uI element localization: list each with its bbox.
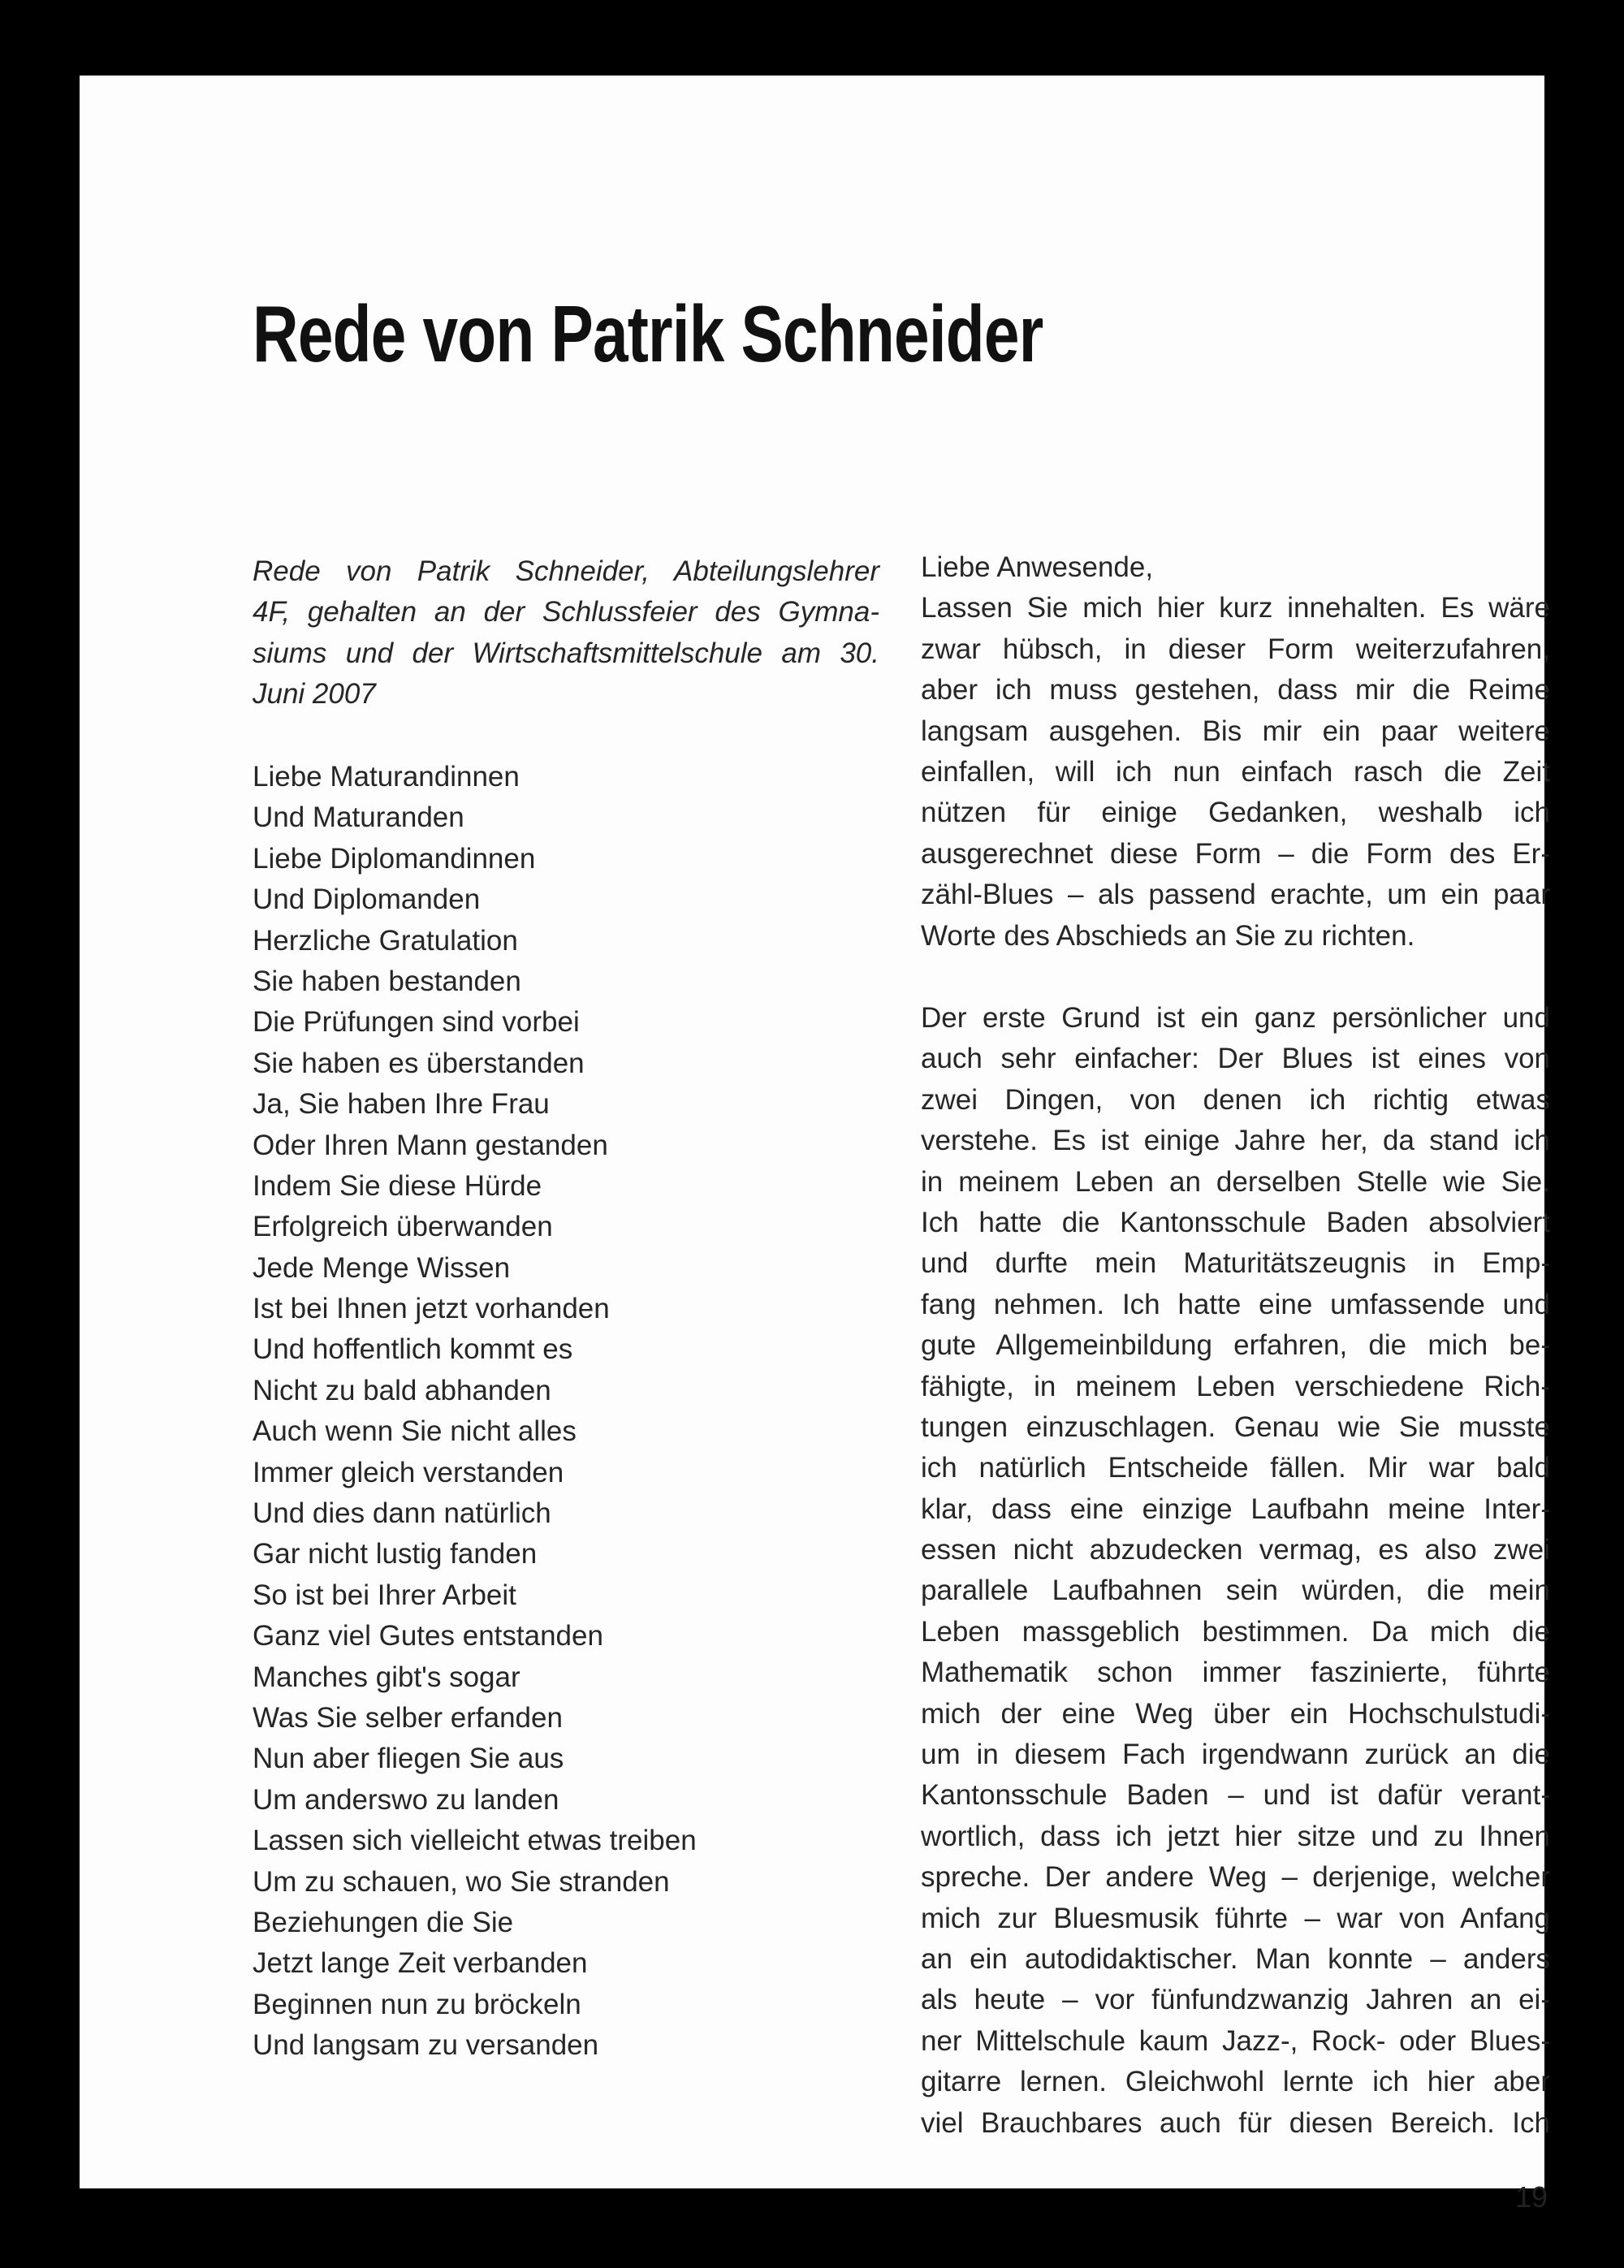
text-line: Um anderswo zu landen [253,1783,559,1816]
text-line: fähigte, in meinem Leben verschiedene Rich- [921,1370,1550,1402]
document-page [80,76,1550,2214]
text-line: mich zur Bluesmusik führte – war von Anfang [921,1902,1550,1934]
text-line: So ist bei Ihrer Arbeit [253,1579,516,1611]
text-line: Der erste Grund ist ein ganz persönlicher und [921,1002,1550,1034]
text-line: 4F, gehalten an der Schlussfeier des Gymna- [253,596,879,629]
text-line: Ist bei Ihnen jetzt vorhanden [253,1293,610,1325]
text-line: Manches gibt's sogar [253,1661,520,1693]
text-line: ich natürlich Entscheide fällen. Mir war bald [921,1452,1550,1484]
text-line: siums und der Wirtschaftsmittelschule am 30. [253,637,879,669]
text-line: Rede von Patrik Schneider, Abteilungslehrer [253,555,879,587]
text-line: Und dies dann natürlich [253,1497,551,1530]
text-line: als heute – vor fünfundzwanzig Jahren an ei- [921,1984,1550,2016]
text-line: Die Prüfungen sind vorbei [253,1006,580,1039]
text-line: fang nehmen. Ich hatte eine umfassende und [921,1288,1550,1320]
text-line: Jetzt lange Zeit verbanden [253,1947,588,1980]
page-number: 19 [1515,2180,1548,2214]
text-line: Und hoffentlich kommt es [253,1333,573,1366]
text-line: Liebe Diplomandinnen [253,842,536,875]
text-line: Sie haben es überstanden [253,1047,585,1079]
text-line: Beziehungen die Sie [253,1906,514,1938]
text-line: Ja, Sie haben Ihre Frau [253,1088,550,1121]
text-line: ausgerechnet diese Form – die Form des Er- [921,837,1550,870]
text-line: klar, dass eine einzige Laufbahn meine Inter- [921,1493,1550,1525]
text-line: Herzliche Gratulation [253,924,518,957]
text-line: essen nicht abzudecken vermag, es also zwei [921,1534,1550,1566]
text-line: Gar nicht lustig fanden [253,1538,538,1570]
text-line: tungen einzuschlagen. Genau wie Sie musste [921,1410,1550,1443]
speech-paragraph-2 [921,998,1550,2144]
speech-paragraph-1 [921,547,1550,957]
text-line: Immer gleich verstanden [253,1456,564,1488]
page-title: Rede von Patrik Schneider [253,289,1043,378]
text-line: gitarre lernen. Gleichwohl lernte ich hier aber [921,2066,1550,2098]
text-line: Kantonsschule Baden – und ist dafür verant- [921,1779,1550,1812]
text-line: Jede Menge Wissen [253,1251,511,1284]
poem [253,757,879,2067]
text-line: Leben massgeblich bestimmen. Da mich die [921,1615,1550,1648]
text-line: Beginnen nun zu bröckeln [253,1988,581,2020]
text-line: einfallen, will ich nun einfach rasch die Zeit [921,755,1550,788]
text-line: Juni 2007 [253,678,376,711]
text-line: Nicht zu bald abhanden [253,1374,551,1406]
text-line: Auch wenn Sie nicht alles [253,1415,577,1448]
text-line: langsam ausgehen. Bis mir ein paar weitere [921,715,1550,747]
text-line: Ganz viel Gutes entstanden [253,1620,603,1652]
text-line: zähl-Blues – als passend erachte, um ein paar [921,879,1550,911]
text-line: aber ich muss gestehen, dass mir die Reime [921,674,1550,706]
text-line: auch sehr einfacher: Der Blues ist eines von [921,1043,1550,1075]
text-line: Lassen Sie mich hier kurz innehalten. Es wäre [921,592,1550,624]
text-line: wortlich, dass ich jetzt hier sitze und zu Ihnen [921,1820,1550,1852]
text-line: in meinem Leben an derselben Stelle wie Sie. [921,1165,1550,1198]
text-line: zwar hübsch, in dieser Form weiterzufahren, [921,633,1550,665]
text-line: parallele Laufbahnen sein würden, die mein [921,1575,1550,1607]
text-line: Erfolgreich überwanden [253,1211,553,1243]
text-line: Lassen sich vielleicht etwas treiben [253,1825,697,1857]
text-line: gute Allgemeinbildung erfahren, die mich be- [921,1329,1550,1362]
text-line: Was Sie selber erfanden [253,1701,563,1734]
text-line: nützen für einige Gedanken, weshalb ich [921,797,1550,829]
text-line: mich der eine Weg über ein Hochschulstudi- [921,1697,1550,1730]
text-line: Nun aber fliegen Sie aus [253,1743,564,1775]
text-line: und durfte mein Maturitätszeugnis in Emp- [921,1247,1550,1280]
text-line: Liebe Maturandinnen [253,761,520,793]
text-line: Ich hatte die Kantonsschule Baden absolviert [921,1206,1550,1238]
text-line: Liebe Anwesende, [921,551,1154,583]
text-line: Und Maturanden [253,801,464,834]
text-line: verstehe. Es ist einige Jahre her, da stand ich [921,1125,1550,1157]
text-line: Sie haben bestanden [253,965,521,997]
text-line: Worte des Abschieds an Sie zu richten. [921,919,1415,952]
text-line: Indem Sie diese Hürde [253,1169,542,1202]
text-line: Und langsam zu versanden [253,2029,599,2062]
intro-paragraph [253,551,879,715]
text-line: Oder Ihren Mann gestanden [253,1129,608,1161]
text-line: Und Diplomanden [253,883,481,916]
text-line: zwei Dingen, von denen ich richtig etwas [921,1083,1550,1116]
text-line: spreche. Der andere Weg – derjenige, welcher [921,1861,1550,1894]
text-line: Um zu schauen, wo Sie stranden [253,1865,670,1898]
text-line: Mathematik schon immer faszinierte, führte [921,1657,1550,1689]
text-line: an ein autodidaktischer. Man konnte – anders [921,1942,1550,1975]
text-line: um in diesem Fach irgendwann zurück an die [921,1739,1550,1771]
text-line: ner Mittelschule kaum Jazz-, Rock- oder Blues- [921,2024,1550,2057]
text-line: viel Brauchbares auch für diesen Bereich. Ich [921,2106,1550,2139]
